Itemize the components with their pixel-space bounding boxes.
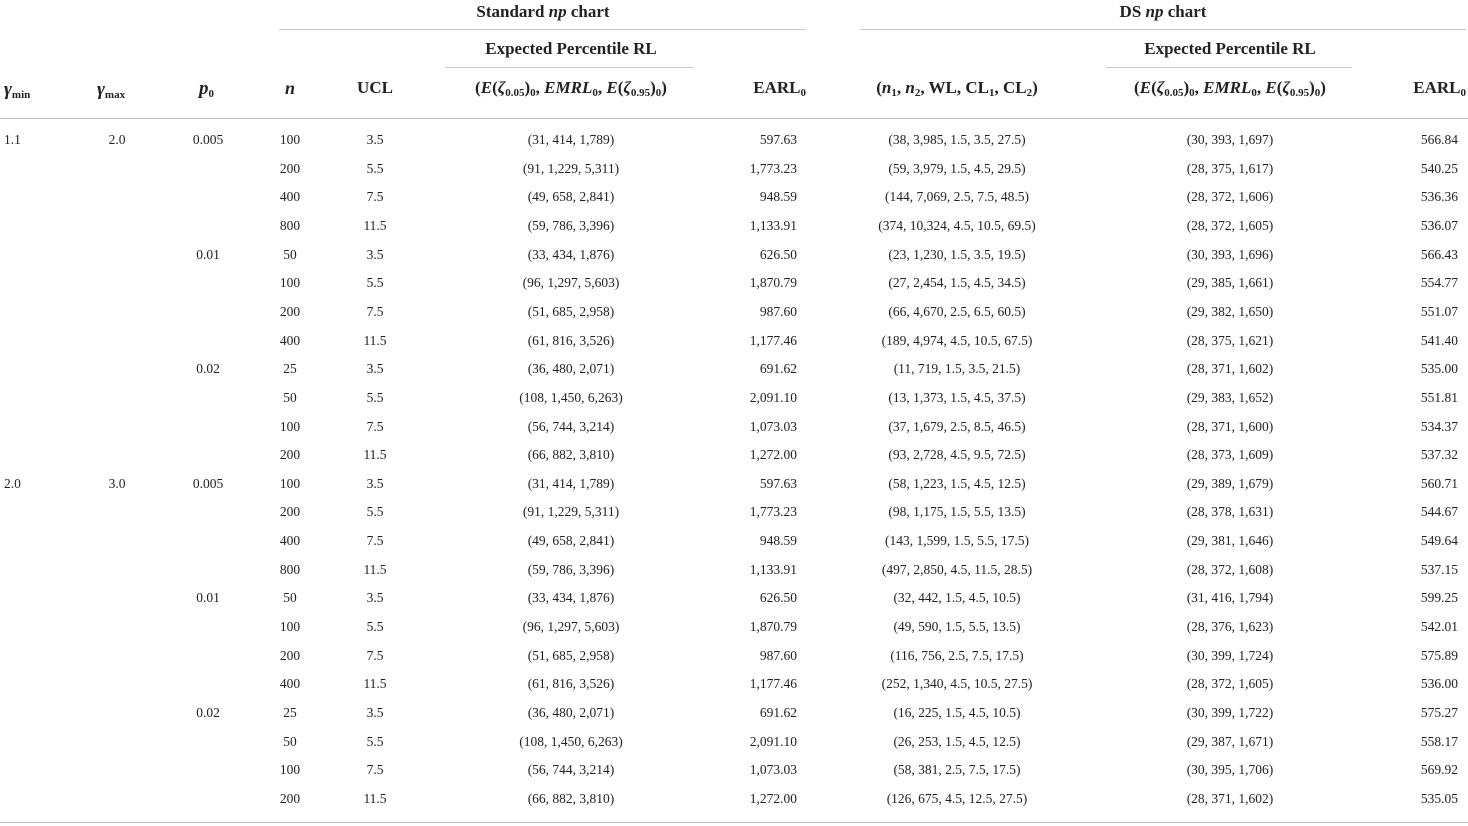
cell-std-earl: 1,870.79 [749,275,797,290]
cell-ds-percentiles: (30, 399, 1,722) [1186,705,1274,720]
cell-std-earl: 1,177.46 [749,333,797,348]
standard-group-rule [279,29,806,30]
cell-std-percentiles: (108, 1,450, 6,263) [519,734,623,749]
cell-n: 100 [279,132,301,147]
cell-ds-percentiles: (30, 395, 1,706) [1186,762,1274,777]
cell-p0: 0.01 [196,590,220,605]
cell-ds-percentiles: (29, 382, 1,650) [1186,304,1274,319]
cell-std-earl: 1,133.91 [749,218,797,233]
gamma-min-header: $\gamma_{min}$ [4,79,31,101]
cell-std-percentiles: (96, 1,297, 5,603) [522,275,620,290]
cell-ucl: 7.5 [366,648,384,663]
cell-std-percentiles: (36, 480, 2,071) [527,361,615,376]
cell-ds-percentiles: (29, 385, 1,661) [1186,275,1274,290]
cell-ds-percentiles: (28, 372, 1,605) [1186,676,1274,691]
cell-ds-percentiles: (28, 372, 1,605) [1186,218,1274,233]
cell-n: 200 [279,161,301,176]
cell-std-earl: 691.62 [759,361,797,376]
cell-std-earl: 691.62 [759,705,797,720]
cell-std-percentiles: (31, 414, 1,789) [527,476,615,491]
cell-std-percentiles: (49, 658, 2,841) [527,533,615,548]
cell-std-earl: 1,773.23 [749,504,797,519]
cell-ucl: 7.5 [366,419,384,434]
expected-percentile-std-header: Expected Percentile RL [485,39,657,58]
cell-ds-params: (38, 3,985, 1.5, 3.5, 27.5) [888,132,1026,147]
cell-std-earl: 597.63 [759,476,797,491]
cell-ds-percentiles: (28, 371, 1,600) [1186,419,1274,434]
cell-ucl: 11.5 [363,562,387,577]
cell-ds-percentiles: (31, 416, 1,794) [1186,590,1274,605]
cell-ds-earl: 566.84 [1420,132,1458,147]
cell-ds-percentiles: (28, 371, 1,602) [1186,791,1274,806]
percentiles-ds-header: ($E(\zeta_{0.05})_0$, $EMRL_0$, $E(\zeta_{0.95})_0$) [1134,78,1326,99]
cell-std-earl: 1,133.91 [749,562,797,577]
cell-n: 50 [283,247,297,262]
cell-ucl: 5.5 [366,734,384,749]
cell-std-percentiles: (36, 480, 2,071) [527,705,615,720]
table-bottom-rule [0,822,1468,823]
cell-ucl: 5.5 [366,275,384,290]
cell-ucl: 11.5 [363,791,387,806]
expected-std-rule [445,67,693,68]
cell-ds-percentiles: (28, 373, 1,609) [1186,447,1274,462]
header-bottom-rule [0,118,1468,119]
cell-ds-earl: 541.40 [1420,333,1458,348]
cell-ucl: 7.5 [366,533,384,548]
cell-gamma-min: 1.1 [4,132,21,147]
cell-ds-earl: 536.07 [1420,218,1458,233]
cell-std-percentiles: (108, 1,450, 6,263) [519,390,623,405]
cell-std-earl: 2,091.10 [749,734,797,749]
cell-ucl: 3.5 [366,247,384,262]
cell-ds-params: (32, 442, 1.5, 4.5, 10.5) [893,590,1021,605]
cell-n: 100 [279,275,301,290]
cell-std-earl: 1,073.03 [749,419,797,434]
cell-std-percentiles: (96, 1,297, 5,603) [522,619,620,634]
cell-ds-params: (58, 381, 2.5, 7.5, 17.5) [893,762,1021,777]
cell-ucl: 5.5 [366,161,384,176]
cell-std-percentiles: (56, 744, 3,214) [527,419,615,434]
ucl-header: UCL [357,78,393,97]
cell-ds-percentiles: (29, 387, 1,671) [1186,734,1274,749]
expected-percentile-ds-header: Expected Percentile RL [1144,39,1316,58]
cell-ucl: 7.5 [366,304,384,319]
cell-ucl: 3.5 [366,132,384,147]
cell-ds-percentiles: (29, 381, 1,646) [1186,533,1274,548]
cell-ucl: 11.5 [363,676,387,691]
cell-ucl: 5.5 [366,619,384,634]
cell-ds-percentiles: (28, 372, 1,608) [1186,562,1274,577]
cell-n: 200 [279,504,301,519]
cell-n: 100 [279,619,301,634]
cell-ds-earl: 537.32 [1420,447,1458,462]
n-header: n [285,78,296,98]
cell-n: 400 [279,189,301,204]
cell-std-percentiles: (49, 658, 2,841) [527,189,615,204]
cell-gamma-min: 2.0 [4,476,21,491]
cell-ds-percentiles: (28, 376, 1,623) [1186,619,1274,634]
cell-ds-earl: 575.27 [1420,705,1458,720]
cell-std-percentiles: (61, 816, 3,526) [527,333,615,348]
cell-ds-params: (11, 719, 1.5, 3.5, 21.5) [893,361,1021,376]
cell-ds-earl: 560.71 [1420,476,1458,491]
earl-ds-header: $EARL_0$ [1413,78,1466,99]
cell-std-percentiles: (61, 816, 3,526) [527,676,615,691]
cell-ds-percentiles: (29, 389, 1,679) [1186,476,1274,491]
ds-np-chart-title: DS np chart [1119,2,1207,21]
cell-ds-params: (252, 1,340, 4.5, 10.5, 27.5) [881,676,1033,691]
cell-ds-earl: 534.37 [1420,419,1458,434]
expected-ds-rule [1106,67,1352,68]
cell-ucl: 11.5 [363,447,387,462]
cell-ds-earl: 558.17 [1420,734,1458,749]
cell-ds-params: (116, 756, 2.5, 7.5, 17.5) [890,648,1024,663]
cell-ds-params: (59, 3,979, 1.5, 4.5, 29.5) [888,161,1026,176]
cell-std-earl: 948.59 [759,189,797,204]
cell-p0: 0.02 [196,361,220,376]
cell-ds-earl: 544.67 [1420,504,1458,519]
p0-header: $p_0$ [199,78,214,100]
cell-ds-params: (497, 2,850, 4.5, 11.5, 28.5) [881,562,1033,577]
cell-n: 200 [279,447,301,462]
cell-ds-earl: 549.64 [1420,533,1458,548]
cell-ucl: 7.5 [366,762,384,777]
cell-n: 400 [279,333,301,348]
cell-n: 50 [283,590,297,605]
cell-std-percentiles: (31, 414, 1,789) [527,132,615,147]
cell-ds-params: (66, 4,670, 2.5, 6.5, 60.5) [888,304,1026,319]
cell-ds-params: (13, 1,373, 1.5, 4.5, 37.5) [888,390,1026,405]
cell-ds-percentiles: (28, 375, 1,617) [1186,161,1274,176]
cell-ds-percentiles: (28, 378, 1,631) [1186,504,1274,519]
cell-std-percentiles: (51, 685, 2,958) [527,648,615,663]
cell-n: 800 [279,562,301,577]
cell-n: 400 [279,533,301,548]
cell-n: 100 [279,419,301,434]
cell-std-earl: 1,773.23 [749,161,797,176]
cell-ds-earl: 554.77 [1420,275,1458,290]
cell-ds-params: (93, 2,728, 4.5, 9.5, 72.5) [888,447,1026,462]
cell-ds-percentiles: (30, 393, 1,696) [1186,247,1274,262]
cell-n: 100 [279,762,301,777]
cell-std-earl: 597.63 [759,132,797,147]
cell-ds-params: (98, 1,175, 1.5, 5.5, 13.5) [888,504,1026,519]
cell-n: 200 [279,304,301,319]
cell-std-earl: 626.50 [759,590,797,605]
percentiles-std-header: ($E(\zeta_{0.05})_0$, $EMRL_0$, $E(\zeta_{0.95})_0$) [475,78,667,99]
cell-ds-earl: 540.25 [1420,161,1458,176]
earl-std-header: $EARL_0$ [753,78,806,99]
cell-ds-earl: 535.00 [1420,361,1458,376]
cell-n: 50 [283,734,297,749]
cell-std-percentiles: (56, 744, 3,214) [527,762,615,777]
cell-std-percentiles: (91, 1,229, 5,311) [522,504,620,519]
cell-ds-earl: 566.43 [1420,247,1458,262]
cell-ds-params: (37, 1,679, 2.5, 8.5, 46.5) [888,419,1026,434]
cell-p0: 0.005 [192,132,224,147]
cell-ds-earl: 569.92 [1420,762,1458,777]
cell-std-earl: 1,073.03 [749,762,797,777]
cell-ds-earl: 535.05 [1420,791,1458,806]
cell-ds-percentiles: (30, 399, 1,724) [1186,648,1274,663]
cell-std-earl: 1,272.00 [749,791,797,806]
cell-std-percentiles: (33, 434, 1,876) [527,590,615,605]
cell-ucl: 3.5 [366,361,384,376]
standard-np-chart-title: Standard np chart [476,2,610,21]
cell-std-earl: 1,870.79 [749,619,797,634]
cell-ucl: 3.5 [366,476,384,491]
cell-std-earl: 1,272.00 [749,447,797,462]
cell-ucl: 7.5 [366,189,384,204]
cell-ds-params: (26, 253, 1.5, 4.5, 12.5) [893,734,1021,749]
cell-std-earl: 948.59 [759,533,797,548]
cell-ds-percentiles: (29, 383, 1,652) [1186,390,1274,405]
cell-std-earl: 987.60 [759,304,797,319]
cell-ds-earl: 542.01 [1420,619,1458,634]
cell-gamma-max: 2.0 [108,132,126,147]
cell-ds-earl: 551.81 [1420,390,1458,405]
cell-ucl: 3.5 [366,590,384,605]
cell-std-percentiles: (91, 1,229, 5,311) [522,161,620,176]
cell-ds-params: (144, 7,069, 2.5, 7.5, 48.5) [885,189,1029,204]
cell-ds-params: (16, 225, 1.5, 4.5, 10.5) [893,705,1021,720]
cell-ucl: 11.5 [363,218,387,233]
cell-ds-params: (49, 590, 1.5, 5.5, 13.5) [893,619,1021,634]
cell-ds-percentiles: (28, 371, 1,602) [1186,361,1274,376]
cell-ds-percentiles: (28, 372, 1,606) [1186,189,1274,204]
cell-n: 800 [279,218,301,233]
cell-ds-earl: 536.36 [1420,189,1458,204]
ds-params-header: ($n_1$, $n_2$, WL, $CL_1$, $CL_2$) [876,78,1038,99]
gamma-max-header: $\gamma_{max}$ [97,79,126,101]
cell-gamma-max: 3.0 [108,476,126,491]
cell-ds-percentiles: (30, 393, 1,697) [1186,132,1274,147]
cell-n: 25 [283,705,297,720]
cell-ds-earl: 536.00 [1420,676,1458,691]
cell-ucl: 5.5 [366,504,384,519]
cell-std-percentiles: (66, 882, 3,810) [527,791,615,806]
cell-ucl: 3.5 [366,705,384,720]
cell-ds-earl: 537.15 [1420,562,1458,577]
cell-n: 25 [283,361,297,376]
cell-n: 200 [279,791,301,806]
cell-ds-earl: 551.07 [1420,304,1458,319]
cell-ds-params: (374, 10,324, 4.5, 10.5, 69.5) [878,218,1036,233]
cell-std-percentiles: (33, 434, 1,876) [527,247,615,262]
cell-std-earl: 987.60 [759,648,797,663]
cell-ds-params: (58, 1,223, 1.5, 4.5, 12.5) [888,476,1026,491]
cell-ds-percentiles: (28, 375, 1,621) [1186,333,1274,348]
cell-p0: 0.005 [192,476,224,491]
cell-ds-params: (23, 1,230, 1.5, 3.5, 19.5) [888,247,1026,262]
cell-p0: 0.02 [196,705,220,720]
cell-ucl: 11.5 [363,333,387,348]
cell-ds-params: (126, 675, 4.5, 12.5, 27.5) [886,791,1028,806]
cell-n: 100 [279,476,301,491]
cell-n: 400 [279,676,301,691]
cell-n: 200 [279,648,301,663]
cell-std-percentiles: (59, 786, 3,396) [527,562,615,577]
cell-ds-params: (27, 2,454, 1.5, 4.5, 34.5) [888,275,1026,290]
cell-std-percentiles: (66, 882, 3,810) [527,447,615,462]
cell-std-earl: 1,177.46 [749,676,797,691]
cell-ds-params: (143, 1,599, 1.5, 5.5, 17.5) [885,533,1029,548]
cell-std-percentiles: (51, 685, 2,958) [527,304,615,319]
cell-std-earl: 2,091.10 [749,390,797,405]
cell-std-percentiles: (59, 786, 3,396) [527,218,615,233]
cell-std-earl: 626.50 [759,247,797,262]
cell-n: 50 [283,390,297,405]
cell-ds-params: (189, 4,974, 4.5, 10.5, 67.5) [881,333,1033,348]
cell-p0: 0.01 [196,247,220,262]
cell-ds-earl: 599.25 [1420,590,1458,605]
ds-group-rule [860,29,1466,30]
cell-ds-earl: 575.89 [1420,648,1458,663]
cell-ucl: 5.5 [366,390,384,405]
